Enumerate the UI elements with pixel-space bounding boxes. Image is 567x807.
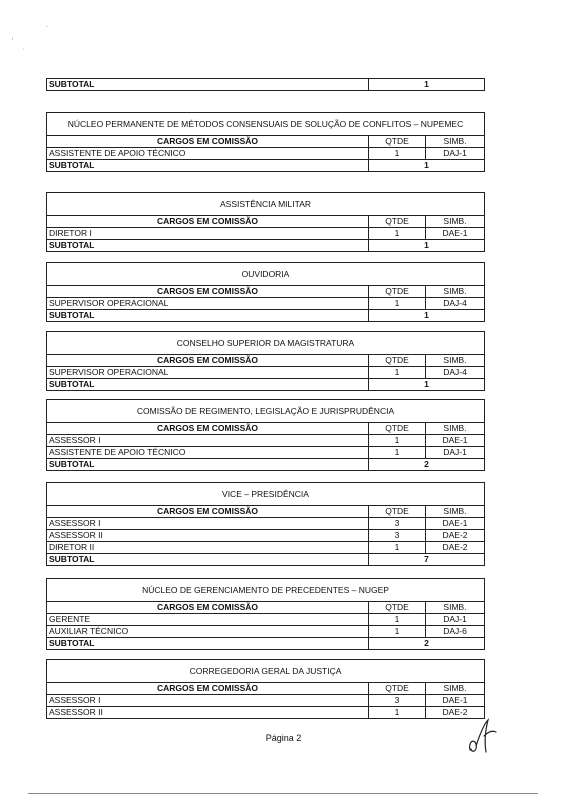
header-qtde: QTDE (369, 216, 426, 228)
simb-cell: DAJ-6 (426, 626, 485, 638)
cargo-cell: DIRETOR II (47, 542, 369, 554)
qtde-cell: 3 (369, 695, 426, 707)
header-simb: SIMB. (426, 506, 485, 518)
header-simb: SIMB. (426, 423, 485, 435)
simb-cell: DAE-1 (426, 695, 485, 707)
section-title: CORREGEDORIA GERAL DA JUSTIÇA (47, 660, 485, 683)
qtde-cell: 1 (369, 542, 426, 554)
simb-cell: DAE-1 (426, 228, 485, 240)
subtotal-value: 1 (369, 240, 485, 252)
table-row (47, 148, 485, 160)
section-table (46, 331, 485, 391)
qtde-cell: 1 (369, 707, 426, 719)
header-cargos: CARGOS EM COMISSÃO (47, 136, 369, 148)
simb-cell: DAJ-1 (426, 447, 485, 459)
header-simb: SIMB. (426, 216, 485, 228)
header-qtde: QTDE (369, 602, 426, 614)
section-title: COMISSÃO DE REGIMENTO, LEGISLAÇÃO E JURISPRUDÊNCIA (47, 400, 485, 423)
header-cargos: CARGOS EM COMISSÃO (47, 506, 369, 518)
table-row (47, 435, 485, 447)
top-subtotal-table (46, 78, 485, 91)
scan-mark: ' (12, 38, 14, 45)
subtotal-label: SUBTOTAL (47, 459, 369, 471)
subtotal-value: 1 (369, 160, 485, 172)
simb-cell: DAJ-4 (426, 298, 485, 310)
qtde-cell: 1 (369, 148, 426, 160)
cargo-cell: ASSESSOR II (47, 530, 369, 542)
section-table (46, 112, 485, 172)
table-row (47, 707, 485, 719)
header-qtde: QTDE (369, 136, 426, 148)
cargo-cell: SUPERVISOR OPERACIONAL (47, 367, 369, 379)
subtotal-value: 2 (369, 459, 485, 471)
section-title: VICE – PRESIDÊNCIA (47, 483, 485, 506)
header-qtde: QTDE (369, 423, 426, 435)
subtotal-value: 2 (369, 638, 485, 650)
header-qtde: QTDE (369, 355, 426, 367)
simb-cell: DAJ-1 (426, 148, 485, 160)
scan-mark: . (46, 22, 48, 29)
signature-icon (466, 716, 500, 756)
section-table (46, 399, 485, 471)
subtotal-label: SUBTOTAL (47, 379, 369, 391)
qtde-cell: 3 (369, 518, 426, 530)
cargo-cell: DIRETOR I (47, 228, 369, 240)
qtde-cell: 3 (369, 530, 426, 542)
header-cargos: CARGOS EM COMISSÃO (47, 216, 369, 228)
simb-cell: DAJ-1 (426, 614, 485, 626)
section-table (46, 192, 485, 252)
header-cargos: CARGOS EM COMISSÃO (47, 683, 369, 695)
section-title: NÚCLEO PERMANENTE DE MÉTODOS CONSENSUAIS DE SOLUÇÃO DE CONFLITOS – NUPEMEC (47, 113, 485, 136)
table-row (47, 695, 485, 707)
cargo-cell: AUXILIAR TÉCNICO (47, 626, 369, 638)
qtde-cell: 1 (369, 614, 426, 626)
scan-mark: · (22, 46, 25, 53)
qtde-cell: 1 (369, 626, 426, 638)
header-cargos: CARGOS EM COMISSÃO (47, 355, 369, 367)
table-row (47, 367, 485, 379)
header-simb: SIMB. (426, 602, 485, 614)
table-row (47, 614, 485, 626)
subtotal-value: 1 (369, 310, 485, 322)
section-table (46, 482, 485, 566)
cargo-cell: ASSISTENTE DE APOIO TÉCNICO (47, 447, 369, 459)
qtde-cell: 1 (369, 447, 426, 459)
subtotal-label: SUBTOTAL (47, 554, 369, 566)
cargo-cell: GERENTE (47, 614, 369, 626)
cargo-cell: ASSESSOR I (47, 695, 369, 707)
subtotal-label: SUBTOTAL (47, 638, 369, 650)
table-row (47, 626, 485, 638)
header-simb: SIMB. (426, 355, 485, 367)
simb-cell: DAJ-4 (426, 367, 485, 379)
qtde-cell: 1 (369, 228, 426, 240)
subtotal-label: SUBTOTAL (47, 160, 369, 172)
header-simb: SIMB. (426, 683, 485, 695)
header-cargos: CARGOS EM COMISSÃO (47, 423, 369, 435)
subtotal-value: 1 (369, 379, 485, 391)
table-row (47, 447, 485, 459)
section-title: ASSISTÊNCIA MILITAR (47, 193, 485, 216)
cargo-cell: ASSESSOR II (47, 707, 369, 719)
header-qtde: QTDE (369, 286, 426, 298)
subtotal-label: SUBTOTAL (47, 79, 369, 91)
section-table (46, 578, 485, 650)
subtotal-label: SUBTOTAL (47, 240, 369, 252)
header-cargos: CARGOS EM COMISSÃO (47, 286, 369, 298)
qtde-cell: 1 (369, 367, 426, 379)
table-row (47, 518, 485, 530)
table-row (47, 298, 485, 310)
cargo-cell: ASSISTENTE DE APOIO TÉCNICO (47, 148, 369, 160)
header-simb: SIMB. (426, 136, 485, 148)
header-cargos: CARGOS EM COMISSÃO (47, 602, 369, 614)
bottom-rule (28, 793, 538, 794)
simb-cell: DAE-1 (426, 435, 485, 447)
simb-cell: DAE-2 (426, 707, 485, 719)
subtotal-value: 7 (369, 554, 485, 566)
subtotal-label: SUBTOTAL (47, 310, 369, 322)
subtotal-value: 1 (369, 79, 485, 91)
header-simb: SIMB. (426, 286, 485, 298)
table-row (47, 542, 485, 554)
table-row (47, 228, 485, 240)
page-number: Página 2 (265, 733, 302, 743)
section-title: OUVIDORIA (47, 263, 485, 286)
cargo-cell: ASSESSOR I (47, 518, 369, 530)
section-title: CONSELHO SUPERIOR DA MAGISTRATURA (47, 332, 485, 355)
simb-cell: DAE-2 (426, 542, 485, 554)
simb-cell: DAE-1 (426, 518, 485, 530)
qtde-cell: 1 (369, 298, 426, 310)
table-row (47, 530, 485, 542)
section-title: NÚCLEO DE GERENCIAMENTO DE PRECEDENTES – NUGEP (47, 579, 485, 602)
cargo-cell: SUPERVISOR OPERACIONAL (47, 298, 369, 310)
qtde-cell: 1 (369, 435, 426, 447)
section-table (46, 659, 485, 719)
cargo-cell: ASSESSOR I (47, 435, 369, 447)
simb-cell: DAE-2 (426, 530, 485, 542)
header-qtde: QTDE (369, 683, 426, 695)
header-qtde: QTDE (369, 506, 426, 518)
section-table (46, 262, 485, 322)
